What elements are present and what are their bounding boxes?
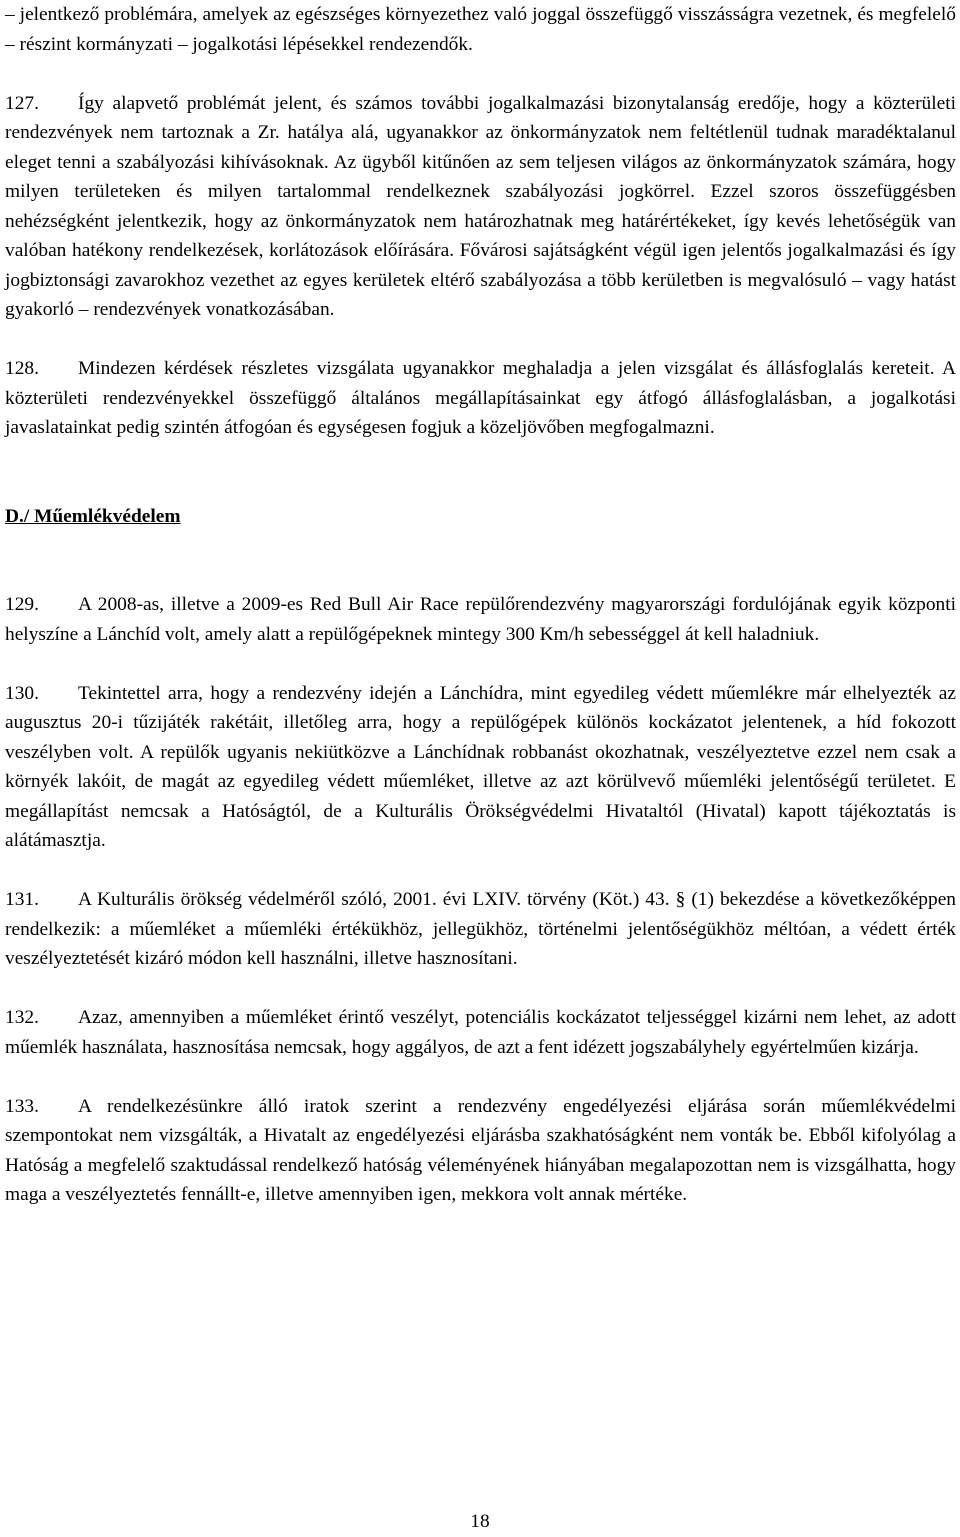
paragraph-text: A rendelkezésünkre álló iratok szerint a rendezvény engedélyezési eljárása során műemlékvédelmi szempontokat nem vizsgálták, a Hivatalt az engedélyezési eljárásba szakhatóságként nem vonták be. Ebből kifolyólag a Hatóság a megfelelő szaktudással rendelkező hatóság véleményének hiányában megalapozottan nem is vizsgálhatta, hogy maga a veszélyeztetés fennállt-e, illetve amennyiben igen, mekkora volt annak mértéke. (5, 1095, 956, 1205)
paragraph-text: A Kulturális örökség védelméről szóló, 2001. évi LXIV. törvény (Köt.) 43. § (1) bekezdése a következőképpen rendelkezik: a műemléket a műemléki értékükhöz, jellegükhöz, történelmi jelentőségükhöz méltóan, a védett érték veszélyeztetését kizáró módon kell használni, illetve hasznosítani. (5, 889, 956, 969)
spacer (5, 59, 956, 89)
paragraph-128 (5, 354, 956, 443)
page-number: 18 (470, 1511, 490, 1532)
paragraph-132 (5, 1003, 956, 1062)
paragraph-text: Azaz, amennyiben a műemléket érintő veszélyt, potenciális kockázatot teljességgel kizárni nem lehet, az adott műemlék használata, hasznosítása nemcsak, hogy aggályos, de azt a fent idézett jogszabályhely egyértelműen kizárja. (5, 1007, 956, 1058)
paragraph-131 (5, 885, 956, 974)
paragraph-133 (5, 1092, 956, 1210)
paragraph-text: Mindezen kérdések részletes vizsgálata ugyanakkor meghaladja a jelen vizsgálat és állásfoglalás kereteit. A közterületi rendezvényekkel összefüggő általános megállapításainkat egy átfogó állásfoglalásban, a jogalkotási javaslatainkat pedig szintén átfogóan és egységesen fogjuk a közeljövőben megfogalmazni. (5, 358, 956, 438)
paragraph-127 (5, 89, 956, 325)
section-heading: D./ Műemlékvédelem (5, 505, 181, 527)
paragraph-number: 127. (5, 92, 39, 114)
spacer (5, 974, 956, 1004)
paragraph-text: Tekintettel arra, hogy a rendezvény idején a Lánchídra, mint egyedileg védett műemlékre már elhelyezték az augusztus 20-i tűzijáték rakétáit, illetőleg arra, hogy a repülőgépek különös kockázatot jelentenek, a híd fokozott veszélyben volt. A repülők ugyanis nekiütközve a Lánchídnak robbanást okozhatnak, veszélyeztetve ezzel nem csak a környék lakóit, de magát az egyedileg védett műemléket, illetve az azt körülvevő műemléki jelentőségű területet. E megállapítást nemcsak a Hatóságtól, de a Kulturális Örökségvédelmi Hivataltól (Hivatal) kapott tájékoztatás is alátámasztja. (5, 682, 956, 851)
paragraph-130 (5, 679, 956, 856)
paragraph-number: 132. (5, 1007, 39, 1028)
paragraph-number: 130. (5, 682, 39, 704)
paragraph-129 (5, 590, 956, 649)
paragraph-fragment: – jelentkező problémára, amelyek az egészséges környezethez való joggal összefüggő visszásságra vezetnek, és megfelelő – részint kormányzati – jogalkotási lépésekkel rendezendők. (5, 4, 956, 55)
spacer (5, 649, 956, 679)
paragraph-number: 128. (5, 358, 39, 379)
spacer (5, 443, 956, 502)
spacer (5, 531, 956, 590)
paragraph-number: 133. (5, 1095, 39, 1117)
paragraph-text: A 2008-as, illetve a 2009-es Red Bull Air Race repülőrendezvény magyarországi fordulójának egyik központi helyszíne a Lánchíd volt, amely alatt a repülőgépeknek mintegy 300 Km/h sebességgel át kell haladniuk. (5, 594, 956, 645)
paragraph-number: 129. (5, 594, 39, 615)
paragraph-text: Így alapvető problémát jelent, és számos további jogalkalmazási bizonytalanság eredője, hogy a közterületi rendezvények nem tartoznak a Zr. hatálya alá, ugyanakkor az önkormányzatok nem feltétlenül tudnak maradéktalanul eleget tenni a szabályozási kihívásoknak. Az ügyből kitűnően az sem teljesen világos az önkormányzatok számára, hogy milyen területeken és milyen tartalommal rendelkeznek szabályozási jogkörrel. Ezzel szoros összefüggésben nehézségként jelentkezik, hogy az önkormányzatok nem határozhatnak meg határértékeket, így kevés lehetőségük van valóban hatékony rendelkezések, korlátozások előírására. Fővárosi sajátságként végül igen jelentős jogalkalmazási és így jogbiztonsági zavarokhoz vezethet az egyes kerületek eltérő szabályozása a több kerületben is megvalósuló – vagy hatást gyakorló – rendezvények vonatkozásában. (5, 92, 956, 320)
paragraph-number: 131. (5, 889, 39, 910)
spacer (5, 856, 956, 886)
spacer (5, 325, 956, 355)
document-page (5, 0, 956, 1210)
spacer (5, 1062, 956, 1092)
